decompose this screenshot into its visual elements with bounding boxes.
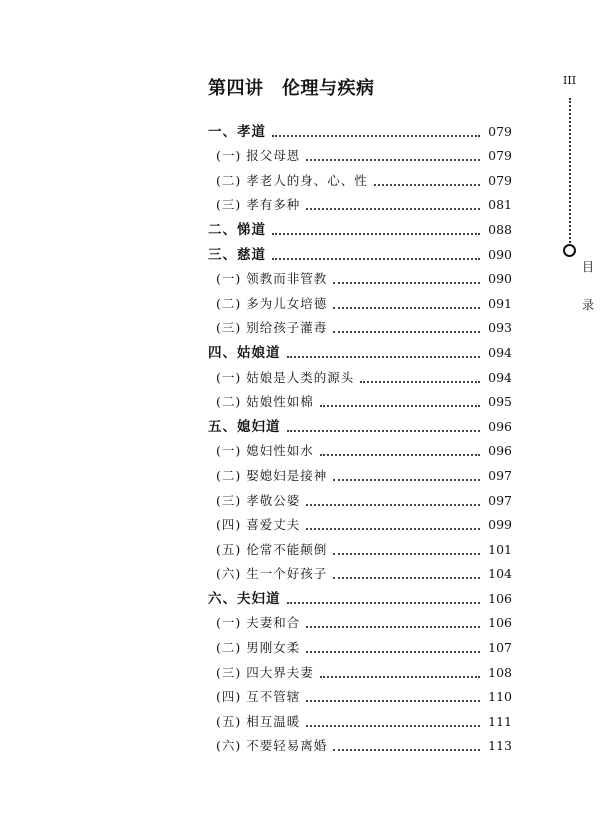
toc-subsection-row	[208, 387, 512, 412]
toc-entry-label: (一) 报父母恩	[216, 148, 301, 164]
toc-section-row	[208, 239, 512, 264]
toc-leader-dots	[306, 208, 480, 210]
toc-entry-page: 090	[488, 271, 512, 287]
toc-entry-label: (二) 娶媳妇是接神	[216, 467, 328, 483]
toc-entry-label: 四、姑娘道	[208, 344, 281, 361]
toc-leader-dots	[320, 676, 480, 678]
toc-subsection-row	[208, 682, 512, 707]
toc-subsection-row	[208, 436, 512, 461]
toc-leader-dots	[272, 258, 480, 260]
toc-section-row	[208, 583, 512, 608]
toc-leader-dots	[287, 356, 481, 358]
toc-subsection-row	[208, 313, 512, 338]
toc-leader-dots	[320, 405, 480, 407]
toc-entry-page: 097	[488, 467, 512, 483]
toc-entry-page: 111	[488, 713, 512, 729]
toc-subsection-row	[208, 264, 512, 289]
toc-entry-label: (二) 男刚女柔	[216, 640, 301, 656]
toc-entry-label: (二) 姑娘性如棉	[216, 394, 314, 410]
toc-entry-page: 079	[488, 148, 512, 164]
toc-subsection-row	[208, 288, 512, 313]
side-label-top: 目	[582, 260, 595, 274]
toc-entry-label: (三) 四大界夫妻	[216, 664, 314, 680]
toc-entry-page: 090	[488, 246, 512, 262]
toc-subsection-row	[208, 510, 512, 535]
toc-entry-page: 097	[488, 492, 512, 508]
toc-entry-label: (一) 姑娘是人类的源头	[216, 369, 355, 385]
circle-marker-icon	[563, 244, 576, 257]
toc-section-row	[208, 214, 512, 239]
toc-leader-dots	[272, 135, 480, 137]
toc-subsection-row	[208, 165, 512, 190]
toc-section-row	[208, 337, 512, 362]
toc-entry-page: 113	[488, 738, 512, 754]
toc-entry-page: 110	[488, 689, 512, 705]
toc-entry-page: 079	[488, 172, 512, 188]
toc-entry-page: 106	[488, 590, 512, 606]
toc-entry-page: 079	[488, 123, 512, 139]
toc-subsection-row	[208, 608, 512, 633]
toc-entry-label: (六) 生一个好孩子	[216, 566, 328, 582]
toc-entry-page: 095	[488, 394, 512, 410]
toc-entry-label: (三) 别给孩子灌毒	[216, 320, 328, 336]
toc-entry-label: (五) 相互温暖	[216, 713, 301, 729]
toc-entry-label: (四) 喜爱丈夫	[216, 517, 301, 533]
toc-entry-label: 五、媳妇道	[208, 418, 281, 435]
toc-subsection-row	[208, 460, 512, 485]
toc-leader-dots	[374, 184, 480, 186]
toc-entry-page: 091	[488, 295, 512, 311]
toc-leader-dots	[333, 282, 480, 284]
toc-subsection-row	[208, 190, 512, 215]
toc-entry-page: 094	[488, 344, 512, 360]
toc-leader-dots	[306, 626, 480, 628]
toc-leader-dots	[333, 749, 480, 751]
toc-entry-page: 093	[488, 320, 512, 336]
toc-leader-dots	[306, 725, 480, 727]
toc-entry-page: 106	[488, 615, 512, 631]
toc-entry-page: 088	[488, 221, 512, 237]
toc-entry-label: (四) 互不管辖	[216, 689, 301, 705]
toc-leader-dots	[333, 553, 480, 555]
toc-entry-page: 104	[488, 566, 512, 582]
toc-entry-page: 099	[488, 517, 512, 533]
toc-entry-page: 096	[488, 443, 512, 459]
toc-subsection-row	[208, 731, 512, 756]
toc-leader-dots	[333, 307, 480, 309]
toc-entry-label: (三) 孝有多种	[216, 197, 301, 213]
toc-leader-dots	[306, 528, 480, 530]
toc-leader-dots	[333, 577, 480, 579]
side-dotted-line	[569, 98, 571, 243]
toc-entry-label: 二、悌道	[208, 221, 266, 238]
toc-leader-dots	[333, 331, 480, 333]
toc-subsection-row	[208, 559, 512, 584]
toc-section-row	[208, 411, 512, 436]
toc-entry-label: (一) 领教而非管教	[216, 271, 328, 287]
toc-leader-dots	[360, 381, 480, 383]
toc-entry-page: 094	[488, 369, 512, 385]
toc-entry-label: (一) 夫妻和合	[216, 615, 301, 631]
toc-entry-label: 六、夫妇道	[208, 590, 281, 607]
toc-entry-page: 108	[488, 664, 512, 680]
toc-subsection-row	[208, 141, 512, 166]
toc-subsection-row	[208, 657, 512, 682]
toc-leader-dots	[306, 651, 480, 653]
toc-leader-dots	[306, 159, 480, 161]
toc-subsection-row	[208, 534, 512, 559]
toc-subsection-row	[208, 632, 512, 657]
toc-entry-label: 一、孝道	[208, 123, 266, 140]
toc-leader-dots	[287, 602, 481, 604]
toc-entry-label: (三) 孝敬公婆	[216, 492, 301, 508]
toc-entry-page: 081	[488, 197, 512, 213]
toc-leader-dots	[306, 700, 480, 702]
page-number: III	[563, 74, 577, 87]
toc-leader-dots	[272, 233, 480, 235]
table-of-contents	[208, 116, 512, 755]
toc-entry-label: (二) 多为儿女培德	[216, 295, 328, 311]
toc-entry-page: 107	[488, 640, 512, 656]
side-label-bottom: 录	[582, 298, 595, 312]
toc-subsection-row	[208, 485, 512, 510]
toc-entry-page: 101	[488, 541, 512, 557]
toc-entry-label: (二) 孝老人的身、心、性	[216, 172, 368, 188]
chapter-title: 第四讲 伦理与疾病	[208, 78, 375, 99]
toc-leader-dots	[287, 430, 481, 432]
toc-entry-page: 096	[488, 418, 512, 434]
toc-leader-dots	[306, 504, 480, 506]
toc-subsection-row	[208, 362, 512, 387]
toc-entry-label: 三、慈道	[208, 246, 266, 263]
toc-leader-dots	[333, 479, 480, 481]
toc-entry-label: (六) 不要轻易离婚	[216, 738, 328, 754]
toc-section-row	[208, 116, 512, 141]
toc-entry-label: (一) 媳妇性如水	[216, 443, 314, 459]
toc-leader-dots	[320, 454, 480, 456]
toc-subsection-row	[208, 706, 512, 731]
toc-entry-label: (五) 伦常不能颠倒	[216, 541, 328, 557]
